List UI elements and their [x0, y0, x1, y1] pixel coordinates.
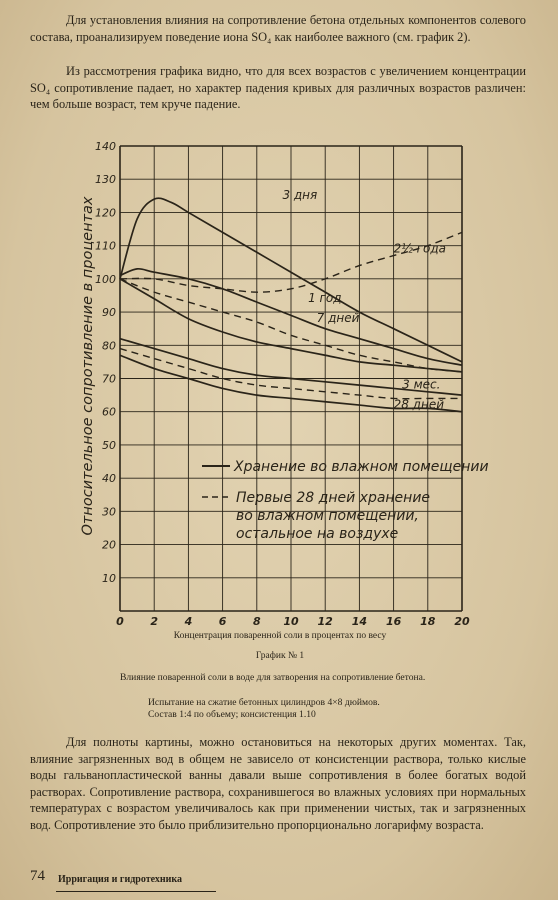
x-tick-label: 8	[252, 615, 261, 626]
y-tick-label: 100	[95, 272, 116, 286]
x-tick-label: 2	[150, 615, 159, 626]
x-tick-label: 6	[218, 615, 227, 626]
y-axis-label: Относительное сопротивление в процентах	[80, 196, 96, 536]
x-tick-label: 16	[385, 615, 402, 626]
intro-paragraph: Для установления влияния на сопротивление бетона отдельных компонентов солевого состава, проанализируем поведение иона SO₄ как наиболее важного (см. график 2).	[30, 13, 526, 44]
caption-line-2: Испытание на сжатие бетонных цилиндров 4×8 дюймов.	[148, 697, 380, 708]
y-tick-label: 140	[95, 140, 116, 153]
y-tick-label: 70	[102, 372, 116, 386]
legend-dashed-label-2: во влажном помещении,	[236, 508, 419, 524]
y-tick-label: 90	[102, 306, 116, 320]
y-tick-label: 120	[95, 206, 116, 220]
strength-chart	[70, 136, 490, 626]
x-axis-label: Концентрация поваренной соли в процентах по весу	[173, 631, 387, 641]
x-tick-label: 4	[184, 615, 193, 626]
y-tick-label: 110	[95, 239, 116, 253]
curve-label: 28 дней	[393, 397, 445, 412]
y-tick-label: 130	[95, 173, 116, 187]
y-tick-label: 40	[102, 472, 116, 486]
curve-label: 2½ года	[393, 241, 446, 256]
conclusion-paragraph: Для полноты картины, можно остановиться на некоторых других моментах. Так, влияние загрязненных вод в общем не зависело от консистенции раствора, только кислые воды гальванопластической ванны давали выше сопротивления в более богатых водой растворах. Сопротивление раствора, сохранившегося во влажных условиях при нормальных температурах с возрастом увеличивалось как при применении чистых, так и загрязненных вод. Сопротивление это было приблизительно пропорционально логарифму возраста.	[30, 735, 526, 832]
caption-line-1: Влияние поваренной соли в воде для затворения на сопротивление бетона.	[120, 672, 426, 683]
curve-label: 3 мес.	[402, 377, 441, 392]
legend-dashed-label-3: остальное на воздухе	[236, 526, 399, 542]
curve-label: 1 год	[308, 291, 342, 306]
legend-dashed-label-1: Первые 28 дней хранение	[236, 490, 431, 506]
caption-line-3: Состав 1:4 по объему; консистенция 1.10	[148, 709, 316, 720]
running-head-rule	[56, 891, 216, 892]
y-tick-label: 10	[102, 571, 116, 585]
x-tick-label: 0	[116, 615, 124, 626]
y-tick-label: 30	[102, 505, 116, 519]
y-tick-label: 20	[102, 538, 116, 552]
curve-label: 7 дней	[316, 311, 360, 326]
x-tick-label: 14	[351, 615, 368, 626]
y-tick-label: 50	[102, 438, 116, 452]
legend-solid-label: Хранение во влажном помещении	[234, 459, 489, 475]
legend	[202, 459, 489, 542]
running-head: Ирригация и гидротехника	[58, 874, 182, 885]
curve-label: 3 дня	[282, 188, 318, 203]
x-tick-label: 12	[317, 615, 333, 626]
x-tick-label: 10	[283, 615, 299, 626]
page-number: 74	[30, 868, 45, 884]
x-tick-label: 20	[454, 615, 470, 626]
chart-curve-labels	[282, 188, 446, 411]
x-tick-label: 18	[420, 615, 436, 626]
y-tick-label: 80	[102, 339, 116, 353]
analysis-paragraph: Из рассмотрения графика видно, что для всех возрастов с увеличением концентрации SO₄ сопротивление падает, но характер падения кривых для различных возрастов различен: чем больше возраст, тем круче падение.	[30, 64, 526, 112]
graph-number: График № 1	[255, 651, 305, 661]
y-tick-label: 60	[102, 405, 116, 419]
